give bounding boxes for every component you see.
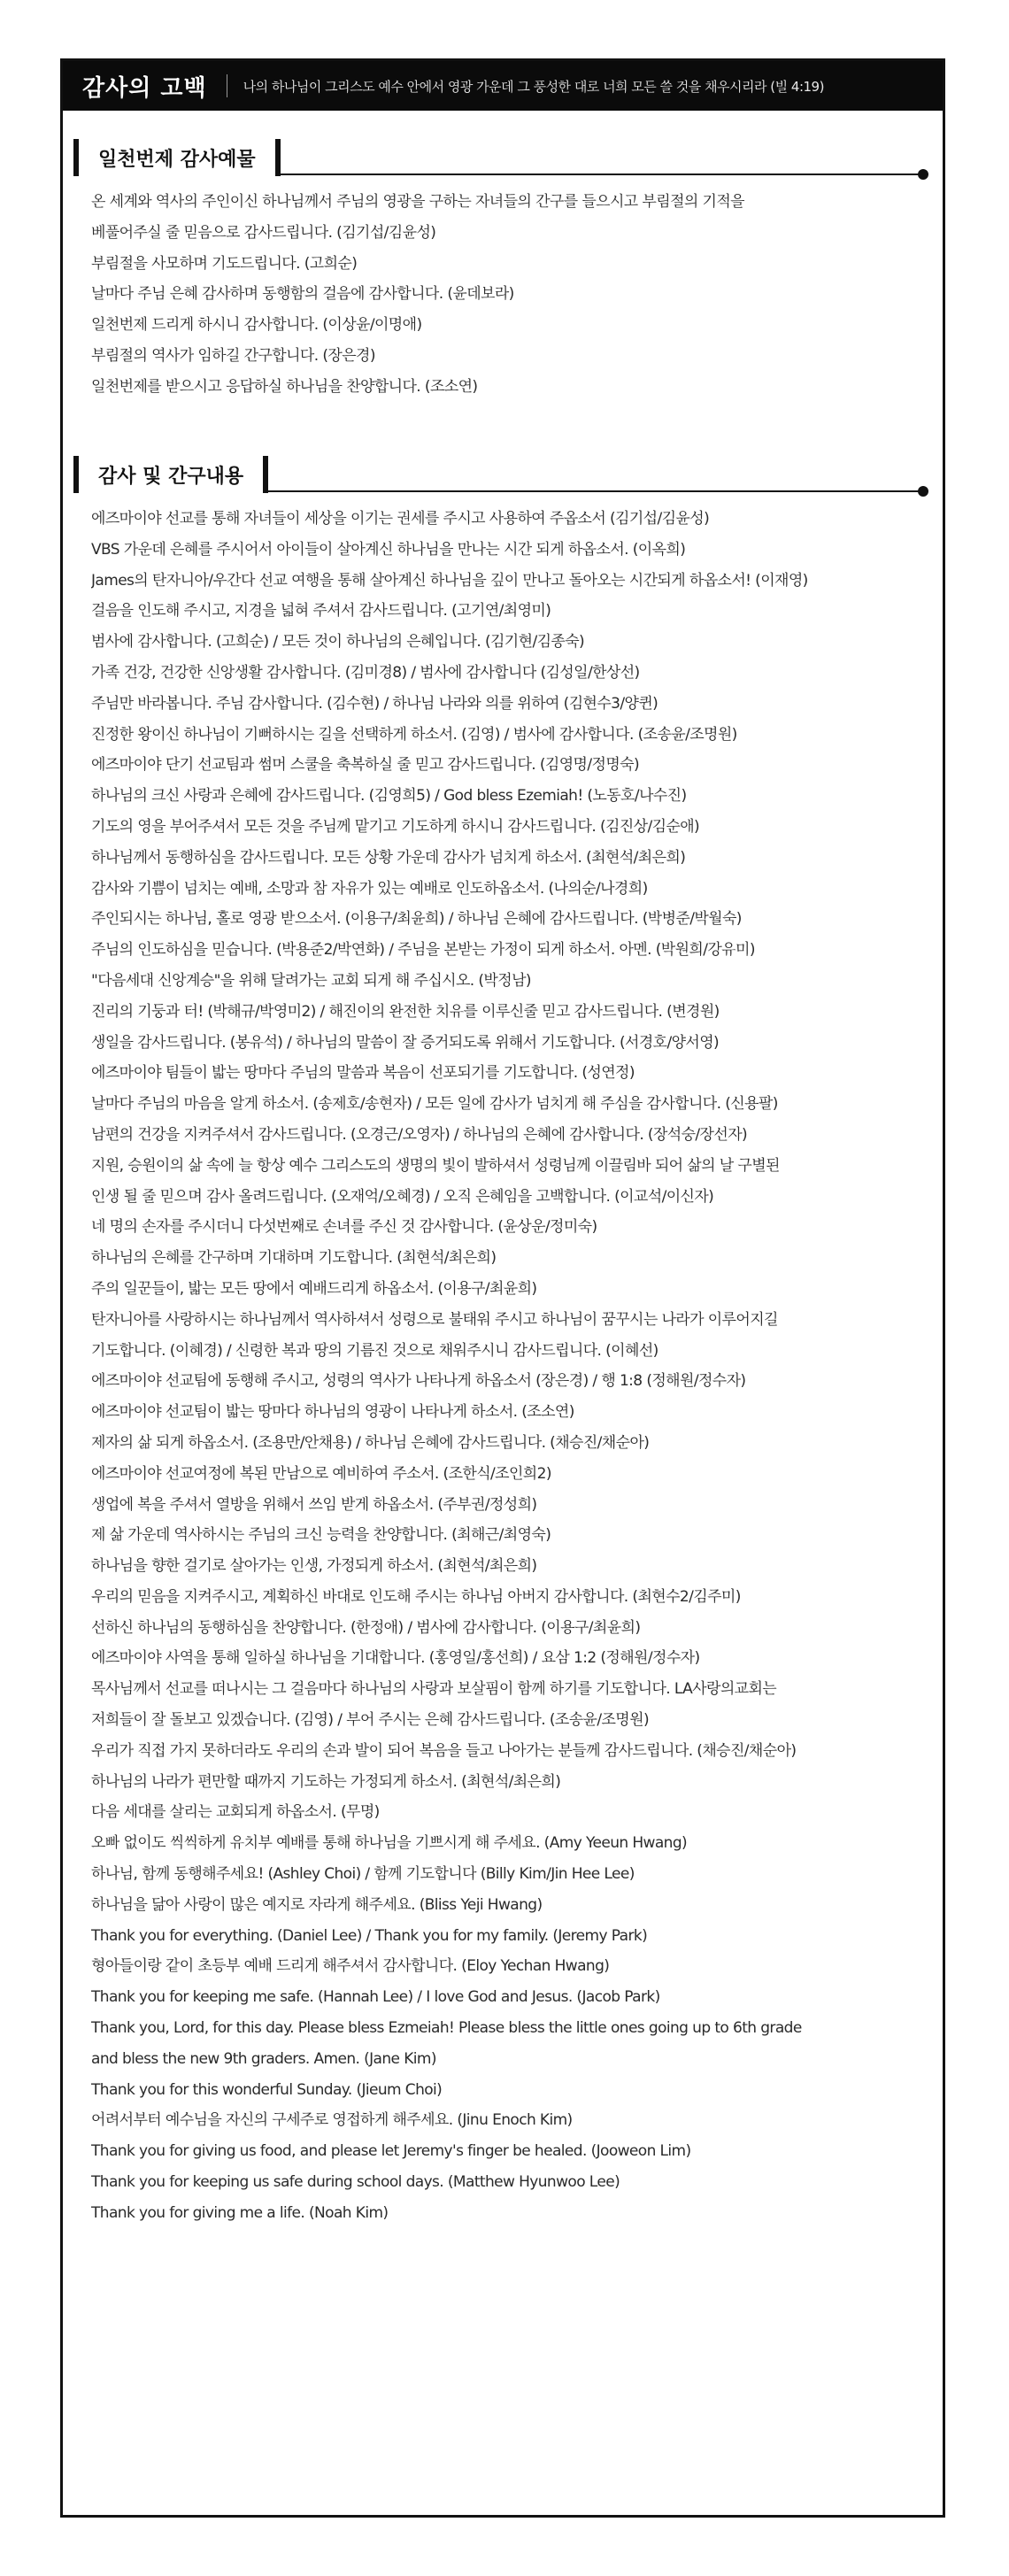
prayer-line: 일천번제 드리게 하시니 감사합니다. (이상윤/이명애) xyxy=(91,316,422,335)
prayer-line: 형아들이랑 같이 초등부 예배 드리게 해주셔서 감사합니다. (Eloy Yechan Hwang) xyxy=(91,1957,610,1976)
prayer-line: 에즈마이야 사역을 통해 일하실 하나님을 기대합니다. (홍영일/홍선희) / 요삼 1:2 (정해원/정수자) xyxy=(91,1649,700,1668)
prayer-line: 날마다 주님 은혜 감사하며 동행함의 걸음에 감사합니다. (윤데보라) xyxy=(91,285,514,304)
panel-title: 감사의 고백 xyxy=(82,74,207,102)
prayer-line: 범사에 감사합니다. (고희순) / 모든 것이 하나님의 은혜입니다. (김기현/김종숙) xyxy=(91,633,585,652)
prayer-line: Thank you for keeping us safe during school days. (Matthew Hyunwoo Lee) xyxy=(91,2173,620,2192)
prayer-line: 에즈마이야 선교팀이 밟는 땅마다 하나님의 영광이 나타나게 하소서. (조소연) xyxy=(91,1403,574,1422)
prayer-line: "다음세대 신앙계승"을 위해 달려가는 교회 되게 해 주십시오. (박정남) xyxy=(91,971,531,990)
prayer-line: 가족 건강, 건강한 신앙생활 감사합니다. (김미경8) / 범사에 감사합니다 (김성일/한상선) xyxy=(91,663,640,682)
prayer-line: 하나님의 은혜를 간구하며 기대하며 기도합니다. (최현석/최은희) xyxy=(91,1249,497,1268)
prayer-line: 감사와 기쁨이 넘치는 예배, 소망과 참 자유가 있는 예배로 인도하옵소서. (나의순/나경희) xyxy=(91,879,648,898)
prayer-line: 제 삶 가운데 역사하시는 주님의 크신 능력을 찬양합니다. (최해근/최영숙) xyxy=(91,1526,551,1545)
prayer-line: 하나님, 함께 동행해주세요! (Ashley Choi) / 함께 기도합니다 (Billy Kim/Jin Hee Lee) xyxy=(91,1865,635,1884)
prayer-line: 주님의 인도하심을 믿습니다. (박용준2/박연화) / 주님을 본받는 가정이 되게 하소서. 아멘. (박원희/강유미) xyxy=(91,941,755,960)
prayer-line: 지원, 승원이의 삶 속에 늘 항상 예수 그리스도의 생명의 빛이 발하셔서 성령님께 이끌림바 되어 삶의 날 구별된 xyxy=(91,1156,780,1175)
scripture-verse: 나의 하나님이 그리스도 예수 안에서 영광 가운데 그 풍성한 대로 너희 모든 쓸 것을 채우시리라 (빌 4:19) xyxy=(243,78,824,95)
prayer-line: 베풀어주실 줄 믿음으로 감사드립니다. (김기섭/김윤성) xyxy=(91,223,436,242)
prayer-line: 생업에 복을 주셔서 열방을 위해서 쓰임 받게 하옵소서. (주부권/정성희) xyxy=(91,1495,537,1514)
prayer-line: 진정한 왕이신 하나님이 기뻐하시는 길을 선택하게 하소서. (김영) / 범사에 감사합니다. (조송윤/조명원) xyxy=(91,725,737,744)
prayer-line: 하나님의 나라가 편만할 때까지 기도하는 가정되게 하소서. (최현석/최은희) xyxy=(91,1772,561,1791)
prayer-line: 기도합니다. (이혜경) / 신령한 복과 땅의 기름진 것으로 채워주시니 감사드립니다. (이혜선) xyxy=(91,1341,659,1360)
prayer-line: 에즈마이야 선교를 통해 자녀들이 세상을 이기는 권세를 주시고 사용하여 주옵소서 (김기섭/김윤성) xyxy=(91,510,710,528)
prayer-line: 생일을 감사드립니다. (봉유석) / 하나님의 말씀이 잘 증거되도록 위해서 기도합니다. (서경호/양서영) xyxy=(91,1033,720,1052)
prayer-line: 주의 일꾼들이, 밟는 모든 땅에서 예배드리게 하옵소서. (이용구/최윤희) xyxy=(91,1279,537,1298)
section-title: 감사 및 간구내용 xyxy=(73,456,268,493)
prayer-line: Thank you for everything. (Daniel Lee) / Thank you for my family. (Jeremy Park) xyxy=(91,1926,648,1945)
prayer-line: 제자의 삶 되게 하옵소서. (조용만/안채용) / 하나님 은혜에 감사드립니다. (채승진/채순아) xyxy=(91,1433,650,1452)
prayer-line: Thank you for keeping me safe. (Hannah Lee) / I love God and Jesus. (Jacob Park) xyxy=(91,1988,660,2007)
prayer-line: Thank you for this wonderful Sunday. (Jieum Choi) xyxy=(91,2080,443,2099)
prayer-line: 하나님께서 동행하심을 감사드립니다. 모든 상황 가운데 감사가 넘치게 하소서. (최현석/최은희) xyxy=(91,848,686,867)
prayer-line: 남편의 건강을 지켜주셔서 감사드립니다. (오경근/오영자) / 하나님의 은혜에 감사합니다. (장석숭/장선자) xyxy=(91,1125,748,1144)
section-heading-prayers xyxy=(73,456,928,493)
section-rule-dot xyxy=(918,486,928,497)
prayer-line: James의 탄자니아/우간다 선교 여행을 통해 살아계신 하나님을 깊이 만나고 돌아오는 시간되게 하옵소서! (이재영) xyxy=(91,571,808,590)
prayer-line: 어려서부터 예수님을 자신의 구세주로 영접하게 해주세요. (Jinu Enoch Kim) xyxy=(91,2111,573,2130)
section-heading-offerings xyxy=(73,139,928,176)
prayer-line: 오빠 없이도 씩씩하게 유치부 예배를 통해 하나님을 기쁘시게 해 주세요. (Amy Yeeun Hwang) xyxy=(91,1834,688,1853)
prayer-line: 에즈마이야 팀들이 밟는 땅마다 주님의 말씀과 복음이 선포되기를 기도합니다. (성연정) xyxy=(91,1064,635,1083)
prayer-line: Thank you, Lord, for this day. Please bless Ezmeiah! Please bless the little ones going up to 6th grade xyxy=(91,2019,802,2038)
prayer-line: 주님만 바라봅니다. 주님 감사합니다. (김수현) / 하나님 나라와 의를 위하여 (김현수3/양퀸) xyxy=(91,694,659,713)
prayer-line: 부림절을 사모하며 기도드립니다. (고희순) xyxy=(91,254,358,273)
prayer-line: 탄자니아를 사랑하시는 하나님께서 역사하셔서 성령으로 불태워 주시고 하나님이 꿈꾸시는 나라가 이루어지길 xyxy=(91,1310,778,1329)
prayer-line: 일천번제를 받으시고 응답하실 하나님을 찬양합니다. (조소연) xyxy=(91,377,478,396)
prayer-line: 에즈마이야 선교여정에 복된 만남으로 예비하여 주소서. (조한식/조인희2) xyxy=(91,1464,551,1483)
prayer-line: Thank you for giving us food, and please let Jeremy's finger be healed. (Jooweon Lim) xyxy=(91,2142,691,2161)
prayer-line: 목사님께서 선교를 떠나시는 그 걸음마다 하나님의 사랑과 보살핌이 함께 하기를 기도합니다. LA사랑의교회는 xyxy=(91,1680,777,1699)
prayer-line: 다음 세대를 살리는 교회되게 하옵소서. (무명) xyxy=(91,1803,380,1822)
prayer-line: Thank you for giving me a life. (Noah Kim) xyxy=(91,2203,389,2222)
panel-header xyxy=(63,61,943,111)
prayer-line: 온 세계와 역사의 주인이신 하나님께서 주님의 영광을 구하는 자녀들의 간구를 들으시고 부림절의 기적을 xyxy=(91,193,744,211)
prayer-line: and bless the new 9th graders. Amen. (Jane Kim) xyxy=(91,2049,436,2068)
prayer-line: 에즈마이야 단기 선교팀과 썸머 스쿨을 축복하실 줄 믿고 감사드립니다. (김영명/정명숙) xyxy=(91,756,639,775)
thanksgiving-panel xyxy=(60,58,945,2518)
prayer-line: 주인되시는 하나님, 홀로 영광 받으소서. (이용구/최윤희) / 하나님 은혜에 감사드립니다. (박병준/박월숙) xyxy=(91,910,742,929)
prayer-line: 진리의 기둥과 터! (박해규/박영미2) / 해진이의 완전한 치유를 이루신줄 믿고 감사드립니다. (변경원) xyxy=(91,1002,720,1021)
prayer-line: 하나님을 향한 걸기로 살아가는 인생, 가정되게 하소서. (최현석/최은희) xyxy=(91,1557,537,1576)
prayer-line: 날마다 주님의 마음을 알게 하소서. (송제호/송현자) / 모든 일에 감사가 넘치게 해 주심을 감사합니다. (신용팔) xyxy=(91,1095,778,1114)
prayer-line: 걸음을 인도해 주시고, 지경을 넓혀 주셔서 감사드립니다. (고기연/최영미) xyxy=(91,602,551,621)
prayer-line: 네 명의 손자를 주시더니 다섯번째로 손녀를 주신 것 감사합니다. (윤상운/정미숙) xyxy=(91,1218,597,1237)
prayer-line: 우리의 믿음을 지켜주시고, 계획하신 바대로 인도해 주시는 하나님 아버지 감사합니다. (최현수2/김주미) xyxy=(91,1587,741,1606)
section-rule-dot xyxy=(918,169,928,180)
prayer-line: 에즈마이야 선교팀에 동행해 주시고, 성령의 역사가 나타나게 하옵소서 (장은경) / 행 1:8 (정해원/정수자) xyxy=(91,1372,746,1391)
prayer-line: 부림절의 역사가 임하길 간구합니다. (장은경) xyxy=(91,346,375,365)
prayer-line: 하나님의 크신 사랑과 은혜에 감사드립니다. (김영희5) / God bless Ezemiah! (노동호/나수진) xyxy=(91,787,687,806)
prayer-line: 하나님을 닮아 사랑이 많은 예지로 자라게 해주세요. (Bliss Yeji Hwang) xyxy=(91,1895,543,1914)
prayer-line: 인생 될 줄 믿으며 감사 올려드립니다. (오재억/오혜경) / 오직 은혜임을 고백합니다. (이교석/이신자) xyxy=(91,1187,714,1206)
prayer-line: 저희들이 잘 돌보고 있겠습니다. (김영) / 부어 주시는 은혜 감사드립니다. (조송윤/조명원) xyxy=(91,1711,649,1730)
offerings-list xyxy=(91,187,930,403)
section-title: 일천번제 감사예물 xyxy=(73,139,281,176)
prayer-line: VBS 가운데 은혜를 주시어서 아이들이 살아계신 하나님을 만나는 시간 되게 하옵소서. (이옥희) xyxy=(91,540,686,559)
prayers-list xyxy=(91,504,930,2229)
prayer-line: 선하신 하나님의 동행하심을 찬양합니다. (한정애) / 범사에 감사합니다. (이용구/최윤희) xyxy=(91,1618,641,1637)
prayer-line: 기도의 영을 부어주셔서 모든 것을 주님께 맡기고 기도하게 하시니 감사드립니다. (김진상/김순애) xyxy=(91,817,700,836)
prayer-line: 우리가 직접 가지 못하더라도 우리의 손과 발이 되어 복음을 들고 나아가는 분들께 감사드립니다. (채승진/채순아) xyxy=(91,1741,797,1760)
